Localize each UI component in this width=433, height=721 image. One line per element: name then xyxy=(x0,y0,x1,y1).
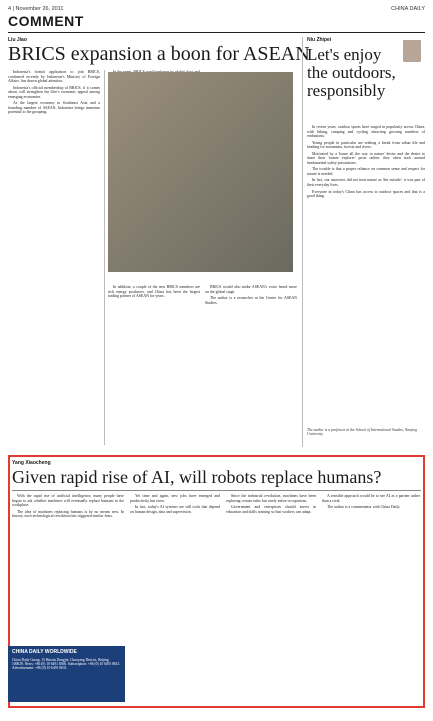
article1-photo xyxy=(108,72,293,272)
column-divider xyxy=(302,37,303,447)
editorial-para: The author is a commentator with China Daily. xyxy=(327,505,401,510)
article2-author-note: The author is a professor at the School of International Studies, Nanjing University. xyxy=(307,428,417,437)
article2-para: In fact, our ancestors did not treat nature as 'the outside'; it was part of their everyday lives. xyxy=(307,178,425,188)
editorial-para: The idea of machines replacing humans is by no means new. In history, each technological revolution has triggered similar fears. xyxy=(12,509,124,519)
article1-para: The author is a researcher at the Centre for ASEAN Studies. xyxy=(205,296,297,305)
sidebar-title: CHINA DAILY WORLDWIDE xyxy=(12,649,77,655)
column-divider xyxy=(104,70,105,445)
editorial-para: Since the industrial revolution, machines have been replacing certain tasks but rarely entire occupations. xyxy=(226,494,316,503)
china-daily-worldwide-box xyxy=(8,646,125,702)
article2-para: Everyone in today's China has access to outdoor spaces and that is a good thing. xyxy=(307,189,425,199)
editorial-para: With the rapid rise of artificial intelligence, many people have begun to ask whether machines will eventually replace humans in the workplace. xyxy=(12,494,124,508)
editorial-column-3 xyxy=(226,494,316,699)
editorial-column-2 xyxy=(130,494,220,699)
editorial-column-4 xyxy=(322,494,420,699)
editorial-para: A sensible approach would be to see AI as a partner rather than a rival. xyxy=(322,494,420,503)
article1-para: In addition, a couple of the new BRICS members are rich energy producers, and China has been the largest trading partner of ASEAN for years. xyxy=(108,285,200,299)
article2-column xyxy=(307,125,425,425)
article1-column-3 xyxy=(108,285,200,445)
article2-para: The trouble is that a proper reliance on common sense and respect for nature is needed. xyxy=(307,167,425,176)
article1-para: Indonesia's official membership of BRICS, if it comes about, will strengthen the bloc's economic appeal among emerging economies. xyxy=(8,85,100,99)
brand-name: CHINA DAILY xyxy=(391,6,425,12)
section-title: COMMENT xyxy=(8,13,84,29)
editorial-title: Given rapid rise of AI, will robots replace humans? xyxy=(12,467,382,487)
article2-title: Let's enjoy the outdoors, responsibly xyxy=(307,45,396,100)
section-rule xyxy=(8,32,425,33)
editorial-rule xyxy=(12,490,421,491)
article1-column-4 xyxy=(205,285,297,445)
article2-para: In recent years, outdoor sports have surged in popularity across China, with hiking, camping and cycling attracting growing numbers of enthusiasts. xyxy=(307,125,425,139)
sidebar-body: China Daily Group, 15 Huixin Dongjie, Chaoyang District, Beijing 100029. News: +86 (0) 10 6491 8366. Subscription: +86 (0) 10 6491 8631. Advertisement: +86 (0) 10 6491 8631. xyxy=(12,658,121,671)
article1-para: As the largest economy in Southeast Asia and a founding member of ASEAN, Indonesia brings immense potential to the grouping. xyxy=(8,101,100,115)
editorial-para: Government and enterprises should invest in education and skills training so that workers can adapt. xyxy=(226,505,316,514)
article1-column-1 xyxy=(8,70,100,445)
article2-para: Young people in particular are seeking a break from urban life and heading for mountains, forests and rivers. xyxy=(307,140,425,150)
article2-para: Motivated by a 'home all the way to nature' desire and the desire to share their 'nature explorer' posts online, they often stick around fundamental safety precautions. xyxy=(307,151,425,165)
article1-byline: Liu Jiao xyxy=(8,37,27,43)
editorial-para: Yet time and again, new jobs have emerged and productivity has risen. xyxy=(130,494,220,503)
issue-line: 4 | November 26, 2011 xyxy=(8,6,64,12)
editorial-byline: Yang Xiaocheng xyxy=(12,460,51,466)
editorial-column-1 xyxy=(12,494,124,642)
article1-para: BRICS would also make ASEAN's voice heard more on the global stage. xyxy=(205,285,297,294)
author-photo xyxy=(403,40,421,62)
article1-para: Indonesia's formal application to join BRICS, confirmed recently by Indonesia's Ministry of Foreign Affairs, has drawn global attention. xyxy=(8,70,100,84)
article1-title: BRICS expansion a boon for ASEAN xyxy=(8,43,310,65)
article2-byline: Niu Zhipei xyxy=(307,37,332,43)
editorial-para: In fact, today's AI systems are still tools that depend on human design, data and supervision. xyxy=(130,505,220,514)
